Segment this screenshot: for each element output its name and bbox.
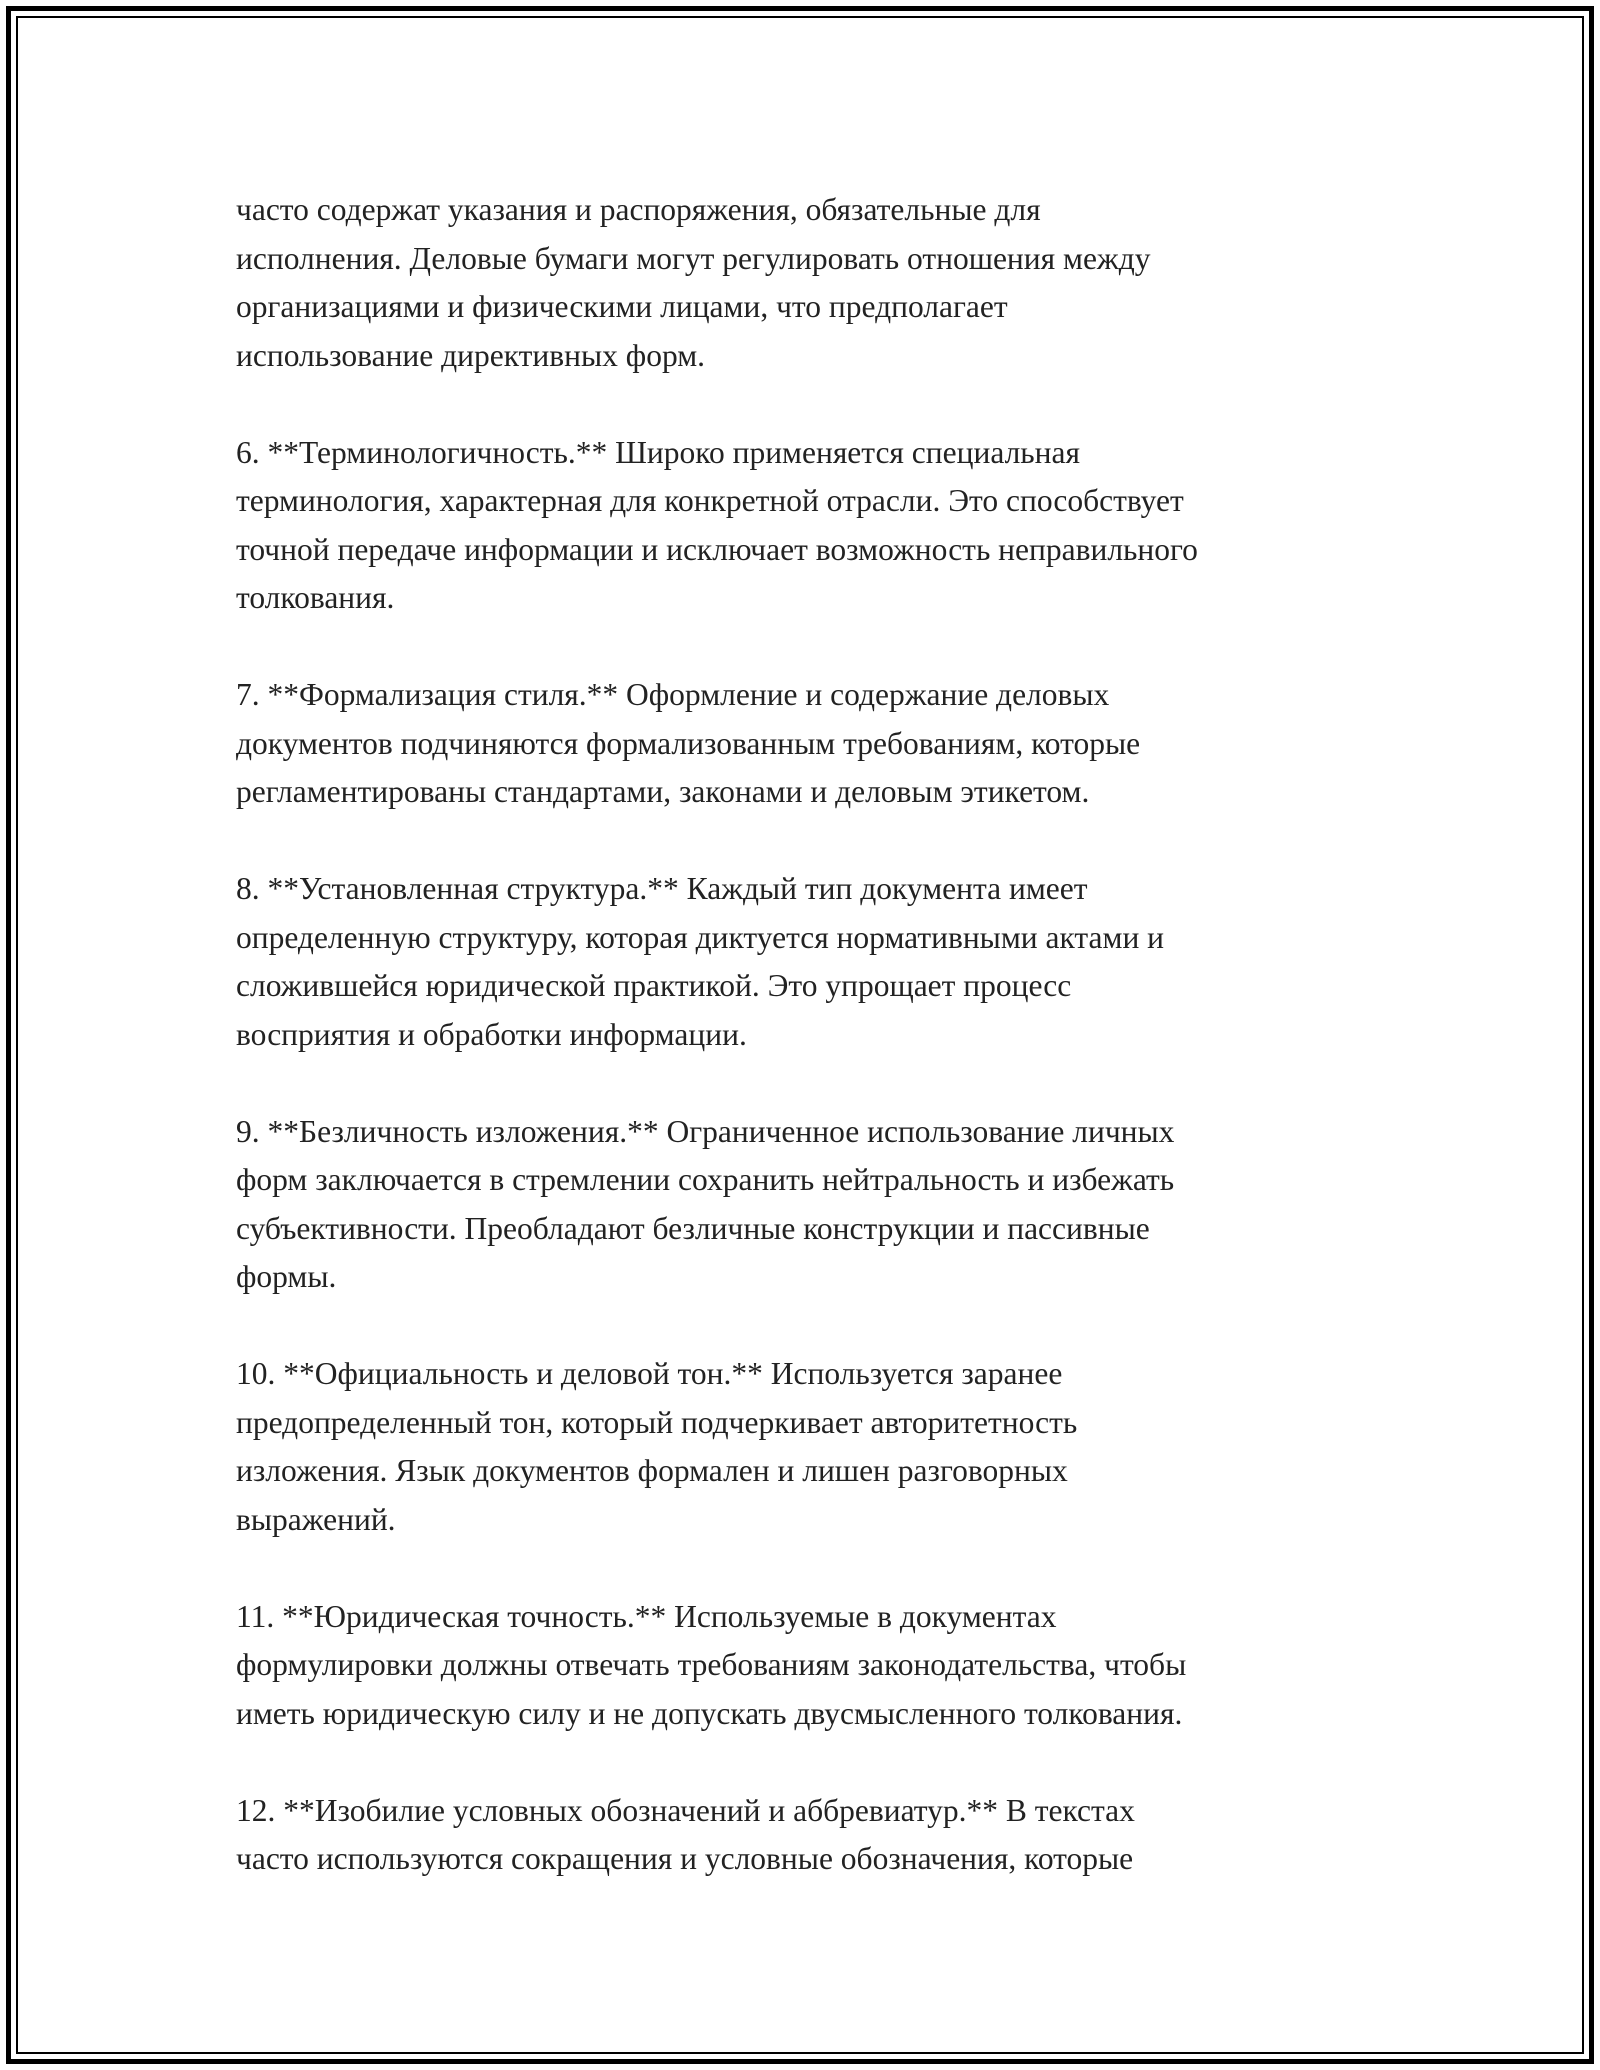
text-line: часто используются сокращения и условные обозначения, которые bbox=[236, 1841, 1134, 1876]
text-line: терминология, характерная для конкретной отрасли. Это способствует bbox=[236, 483, 1184, 518]
text-line: регламентированы стандартами, законами и деловым этикетом. bbox=[236, 774, 1090, 809]
paragraph-item-8 bbox=[236, 865, 1386, 1059]
text-line: определенную структуру, которая диктуется нормативными актами и bbox=[236, 919, 1165, 955]
document-body bbox=[236, 186, 1386, 1932]
text-line: документов подчиняются формализованным требованиям, которые bbox=[236, 725, 1141, 761]
text-line: толкования. bbox=[236, 580, 395, 615]
text-line: субъективности. Преобладают безличные конструкции и пассивные bbox=[236, 1210, 1150, 1246]
text-line: изложения. Язык документов формален и лишен разговорных bbox=[236, 1453, 1068, 1488]
text-line: 8. **Установленная структура.** Каждый тип документа имеет bbox=[236, 871, 1088, 906]
text-line: предопределенный тон, который подчеркивает авторитетность bbox=[236, 1404, 1078, 1440]
text-line: 10. **Официальность и деловой тон.** Используется заранее bbox=[236, 1356, 1063, 1391]
text-line: формы. bbox=[236, 1259, 337, 1294]
paragraph-item-7 bbox=[236, 671, 1386, 817]
text-line: 12. **Изобилие условных обозначений и аббревиатур.** В текстах bbox=[236, 1792, 1135, 1828]
text-line: 7. **Формализация стиля.** Оформление и содержание деловых bbox=[236, 677, 1110, 712]
paragraph-item-10 bbox=[236, 1350, 1386, 1544]
paragraph-item-9 bbox=[236, 1108, 1386, 1302]
text-line: точной передаче информации и исключает возможность неправильного bbox=[236, 531, 1198, 567]
text-line: исполнения. Деловые бумаги могут регулировать отношения между bbox=[236, 240, 1151, 276]
paragraph-item-11 bbox=[236, 1593, 1386, 1739]
text-line: 6. **Терминологичность.** Широко применяется специальная bbox=[236, 434, 1080, 470]
text-line: использование директивных форм. bbox=[236, 337, 706, 373]
text-line: сложившейся юридической практикой. Это упрощает процесс bbox=[236, 968, 1072, 1003]
text-line: выражений. bbox=[236, 1501, 396, 1537]
text-line: иметь юридическую силу и не допускать двусмысленного толкования. bbox=[236, 1695, 1183, 1731]
text-line: 11. **Юридическая точность.** Используемые в документах bbox=[236, 1598, 1057, 1634]
text-line: часто содержат указания и распоряжения, обязательные для bbox=[236, 192, 1041, 227]
paragraph-item-6 bbox=[236, 429, 1386, 623]
paragraph-continuation bbox=[236, 186, 1386, 380]
text-line: 9. **Безличность изложения.** Ограниченное использование личных bbox=[236, 1113, 1175, 1149]
text-line: организациями и физическими лицами, что предполагает bbox=[236, 289, 1008, 324]
text-line: формулировки должны отвечать требованиям законодательства, чтобы bbox=[236, 1647, 1187, 1682]
text-line: восприятия и обработки информации. bbox=[236, 1016, 747, 1052]
paragraph-item-12 bbox=[236, 1787, 1386, 1884]
text-line: форм заключается в стремлении сохранить нейтральность и избежать bbox=[236, 1162, 1175, 1197]
